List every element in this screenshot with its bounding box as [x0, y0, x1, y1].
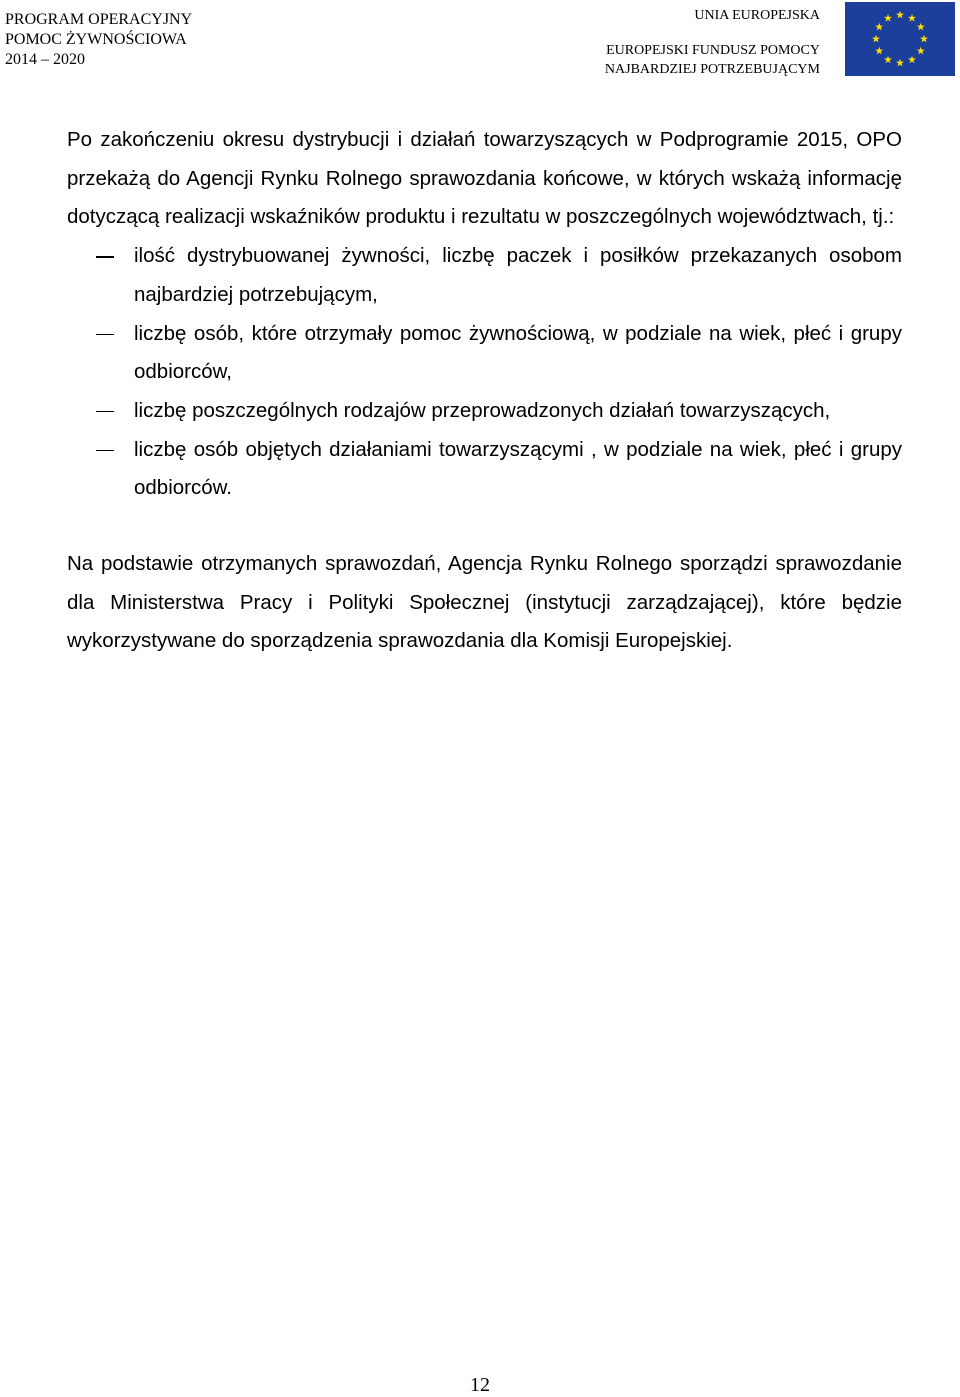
list-item-text: ilość dystrybuowanej żywności, liczbę paczek i posiłków przekazanych osobom najbardziej potrzebującym,: [134, 244, 902, 306]
document-body: [67, 121, 902, 661]
list-item-text: liczbę osób objętych działaniami towarzyszącymi , w podziale na wiek, płeć i grupy odbiorców.: [134, 437, 902, 500]
dash-bullet-icon: [96, 450, 114, 452]
program-years-line: 2014 – 2020: [5, 51, 85, 68]
list-item-text: liczbę poszczególnych rodzajów przeprowadzonych działań towarzyszących,: [134, 398, 831, 422]
list-item: [67, 431, 902, 508]
eu-name: UNIA EUROPEJSKA: [694, 8, 820, 23]
program-title-line: PROGRAM OPERACYJNY: [5, 11, 193, 28]
dash-bullet-icon: [96, 411, 114, 413]
indicator-list: [67, 237, 902, 508]
page-number: 12: [470, 1374, 490, 1396]
fund-name-line2: NAJBARDZIEJ POTRZEBUJĄCYM: [604, 62, 820, 77]
dash-bullet-icon: [96, 334, 114, 336]
eu-flag-stars: [845, 2, 955, 76]
eu-header: [605, 6, 820, 79]
program-subtitle-line: POMOC ŻYWNOŚCIOWA: [5, 31, 187, 48]
list-item-text: liczbę osób, które otrzymały pomoc żywnościową, w podziale na wiek, płeć i grupy odbiorców,: [134, 321, 902, 384]
fund-name-line1: EUROPEJSKI FUNDUSZ POMOCY: [606, 43, 820, 58]
closing-paragraph: Na podstawie otrzymanych sprawozdań, Agencja Rynku Rolnego sporządzi sprawozdanie dla Ministerstwa Pracy i Polityki Społecznej (instytucji zarządzającej), które będzie wykorzystywane do sporządzenia sprawozdania dla Komisji Europejskiej.: [67, 552, 902, 653]
list-item: [67, 315, 902, 392]
list-item: [67, 392, 902, 431]
dash-bullet-icon: [96, 256, 114, 258]
eu-flag-icon: [845, 2, 955, 76]
program-header: [5, 10, 192, 70]
list-item: [67, 237, 902, 314]
intro-paragraph: Po zakończeniu okresu dystrybucji i działań towarzyszących w Podprogramie 2015, OPO przekażą do Agencji Rynku Rolnego sprawozdania końcowe, w których wskażą informację dotyczącą realizacji wskaźników produktu i rezultatu w poszczególnych województwach, tj.:: [67, 128, 902, 229]
